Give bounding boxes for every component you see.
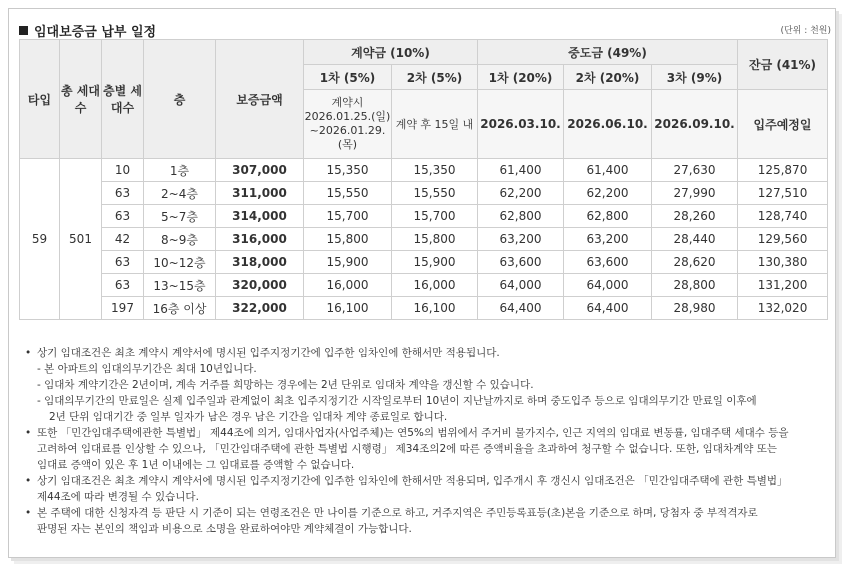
contract-1-cell: 15,800 [304, 228, 392, 251]
middle-1-cell: 62,800 [478, 205, 564, 228]
table-row [20, 274, 828, 297]
contract-1-cell: 15,350 [304, 159, 392, 182]
contract-2-cell: 15,550 [392, 182, 478, 205]
note-item [25, 505, 825, 521]
units-cell: 63 [102, 274, 144, 297]
contract-1-cell: 16,100 [304, 297, 392, 320]
title-text: 임대보증금 납부 일정 [34, 25, 157, 40]
balance-cell: 130,380 [738, 251, 828, 274]
header-middle-1: 1차 (20%) [478, 65, 564, 90]
note-text: 상기 임대조건은 최초 계약시 계약서에 명시된 입주지정기간에 입주한 임차인에 한해서만 적용됩니다. [37, 347, 500, 359]
header-total-units: 총 세대수 [60, 40, 102, 159]
middle-3-cell: 28,980 [652, 297, 738, 320]
contract-2-cell: 16,100 [392, 297, 478, 320]
note-continued: 제44조에 따라 변경될 수 있습니다. [37, 491, 199, 503]
note-item [25, 345, 825, 361]
document-panel [8, 8, 836, 558]
contract-2-cell: 15,350 [392, 159, 478, 182]
header-balance: 잔금 (41%) [738, 40, 828, 90]
contract-1-cell: 16,000 [304, 274, 392, 297]
table-row [20, 297, 828, 320]
page-title [19, 21, 825, 40]
table-row [20, 228, 828, 251]
bullet-icon: • [25, 507, 32, 519]
units-cell: 10 [102, 159, 144, 182]
balance-cell: 125,870 [738, 159, 828, 182]
note-item [25, 473, 825, 489]
units-cell: 197 [102, 297, 144, 320]
floor-cell: 1층 [144, 159, 216, 182]
sub-note: - 임대차 계약기간은 2년이며, 계속 거주를 희망하는 경우에는 2년 단위로 임대차 계약을 갱신할 수 있습니다. [37, 379, 534, 391]
contract-1-cell: 15,900 [304, 251, 392, 274]
header-middle-3-date: 2026.09.10. [652, 90, 738, 159]
header-contract-1-date: 계약시 2026.01.25.(일) ~2026.01.29.(목) [304, 90, 392, 159]
header-middle: 중도금 (49%) [478, 40, 738, 65]
header-middle-2: 2차 (20%) [564, 65, 652, 90]
note-continued: 임대료 증액이 있은 후 1년 이내에는 그 임대료를 증액할 수 없습니다. [37, 459, 355, 471]
middle-2-cell: 62,200 [564, 182, 652, 205]
deposit-cell: 320,000 [216, 274, 304, 297]
notes-section [25, 345, 825, 537]
contract-2-cell: 15,700 [392, 205, 478, 228]
middle-2-cell: 61,400 [564, 159, 652, 182]
header-floor: 층 [144, 40, 216, 159]
header-deposit: 보증금액 [216, 40, 304, 159]
title-bar [19, 21, 825, 41]
middle-1-cell: 61,400 [478, 159, 564, 182]
deposit-cell: 316,000 [216, 228, 304, 251]
units-cell: 63 [102, 205, 144, 228]
middle-3-cell: 28,620 [652, 251, 738, 274]
floor-cell: 13~15층 [144, 274, 216, 297]
floor-cell: 16층 이상 [144, 297, 216, 320]
middle-1-cell: 64,000 [478, 274, 564, 297]
balance-cell: 129,560 [738, 228, 828, 251]
floor-cell: 5~7층 [144, 205, 216, 228]
balance-cell: 127,510 [738, 182, 828, 205]
total-units-cell: 501 [60, 159, 102, 320]
deposit-cell: 314,000 [216, 205, 304, 228]
units-cell: 42 [102, 228, 144, 251]
middle-1-cell: 62,200 [478, 182, 564, 205]
middle-1-cell: 63,200 [478, 228, 564, 251]
deposit-cell: 322,000 [216, 297, 304, 320]
unit-label: (단위 : 천원) [780, 26, 831, 36]
middle-2-cell: 63,600 [564, 251, 652, 274]
middle-1-cell: 64,400 [478, 297, 564, 320]
bullet-icon: • [25, 347, 32, 359]
middle-3-cell: 27,990 [652, 182, 738, 205]
deposit-cell: 311,000 [216, 182, 304, 205]
units-cell: 63 [102, 182, 144, 205]
header-contract-2-date: 계약 후 15일 내 [392, 90, 478, 159]
sub-note: - 임대의무기간의 만료일은 실제 입주일과 관계없이 최초 입주지정기간 시작일로부터 10년이 지난날까지로 하며 중도입주 등으로 임대의무기간 만료일 이후에 [37, 395, 757, 407]
balance-cell: 128,740 [738, 205, 828, 228]
header-middle-1-date: 2026.03.10. [478, 90, 564, 159]
middle-3-cell: 28,440 [652, 228, 738, 251]
header-balance-date: 입주예정일 [738, 90, 828, 159]
middle-3-cell: 27,630 [652, 159, 738, 182]
table-row [20, 159, 828, 182]
middle-2-cell: 63,200 [564, 228, 652, 251]
contract-2-cell: 15,800 [392, 228, 478, 251]
header-contract: 계약금 (10%) [304, 40, 478, 65]
sub-note-continued: 2년 단위 임대기간 중 일부 일자가 남은 경우 남은 기간을 임대차 계약 종료일로 합니다. [49, 411, 448, 423]
header-contract-1: 1차 (5%) [304, 65, 392, 90]
floor-cell: 10~12층 [144, 251, 216, 274]
middle-3-cell: 28,800 [652, 274, 738, 297]
header-middle-3: 3차 (9%) [652, 65, 738, 90]
table-row [20, 205, 828, 228]
contract-1-cell: 15,550 [304, 182, 392, 205]
header-type: 타입 [20, 40, 60, 159]
payment-schedule-table [19, 39, 828, 320]
square-bullet-icon [19, 26, 28, 35]
note-continued: 고려하여 임대료를 인상할 수 있으나, 「민간임대주택에 관한 특별법 시행령」 제34조의2에 따른 증액비율을 초과하여 청구할 수 없습니다. 또한, 임대차계약 또는 [37, 443, 777, 455]
deposit-cell: 318,000 [216, 251, 304, 274]
note-text: 상기 임대조건은 최초 계약시 계약서에 명시된 입주지정기간에 입주한 임차인에 한해서만 적용되며, 입주개시 후 갱신시 임대조건은 「민간임대주택에 관한 특별법」 [37, 475, 788, 487]
middle-1-cell: 63,600 [478, 251, 564, 274]
type-cell: 59 [20, 159, 60, 320]
middle-2-cell: 64,000 [564, 274, 652, 297]
contract-2-cell: 15,900 [392, 251, 478, 274]
note-text: 또한 「민간임대주택에관한 특별법」 제44조에 의거, 임대사업자(사업주체)는 연5%의 범위에서 주거비 물가지수, 인근 지역의 임대료 변동률, 임대주택 세대수 등을 [37, 427, 789, 439]
balance-cell: 131,200 [738, 274, 828, 297]
units-cell: 63 [102, 251, 144, 274]
bullet-icon: • [25, 475, 32, 487]
table-row [20, 182, 828, 205]
deposit-cell: 307,000 [216, 159, 304, 182]
note-continued: 판명된 자는 본인의 책임과 비용으로 소명을 완료하여야만 계약체결이 가능합니다. [37, 523, 412, 535]
header-units-per-floor: 층별 세대수 [102, 40, 144, 159]
contract-1-cell: 15,700 [304, 205, 392, 228]
table-row [20, 251, 828, 274]
note-item [25, 425, 825, 441]
note-text: 본 주택에 대한 신청자격 등 판단 시 기준이 되는 연령조건은 만 나이를 기준으로 하고, 거주지역은 주민등록표등(초)본을 기준으로 하며, 당첨자 중 부적격자로 [37, 507, 758, 519]
middle-2-cell: 64,400 [564, 297, 652, 320]
header-contract-2: 2차 (5%) [392, 65, 478, 90]
middle-2-cell: 62,800 [564, 205, 652, 228]
floor-cell: 8~9층 [144, 228, 216, 251]
sub-note: - 본 아파트의 임대의무기간은 최대 10년입니다. [37, 363, 257, 375]
balance-cell: 132,020 [738, 297, 828, 320]
floor-cell: 2~4층 [144, 182, 216, 205]
bullet-icon: • [25, 427, 32, 439]
middle-3-cell: 28,260 [652, 205, 738, 228]
header-middle-2-date: 2026.06.10. [564, 90, 652, 159]
contract-2-cell: 16,000 [392, 274, 478, 297]
